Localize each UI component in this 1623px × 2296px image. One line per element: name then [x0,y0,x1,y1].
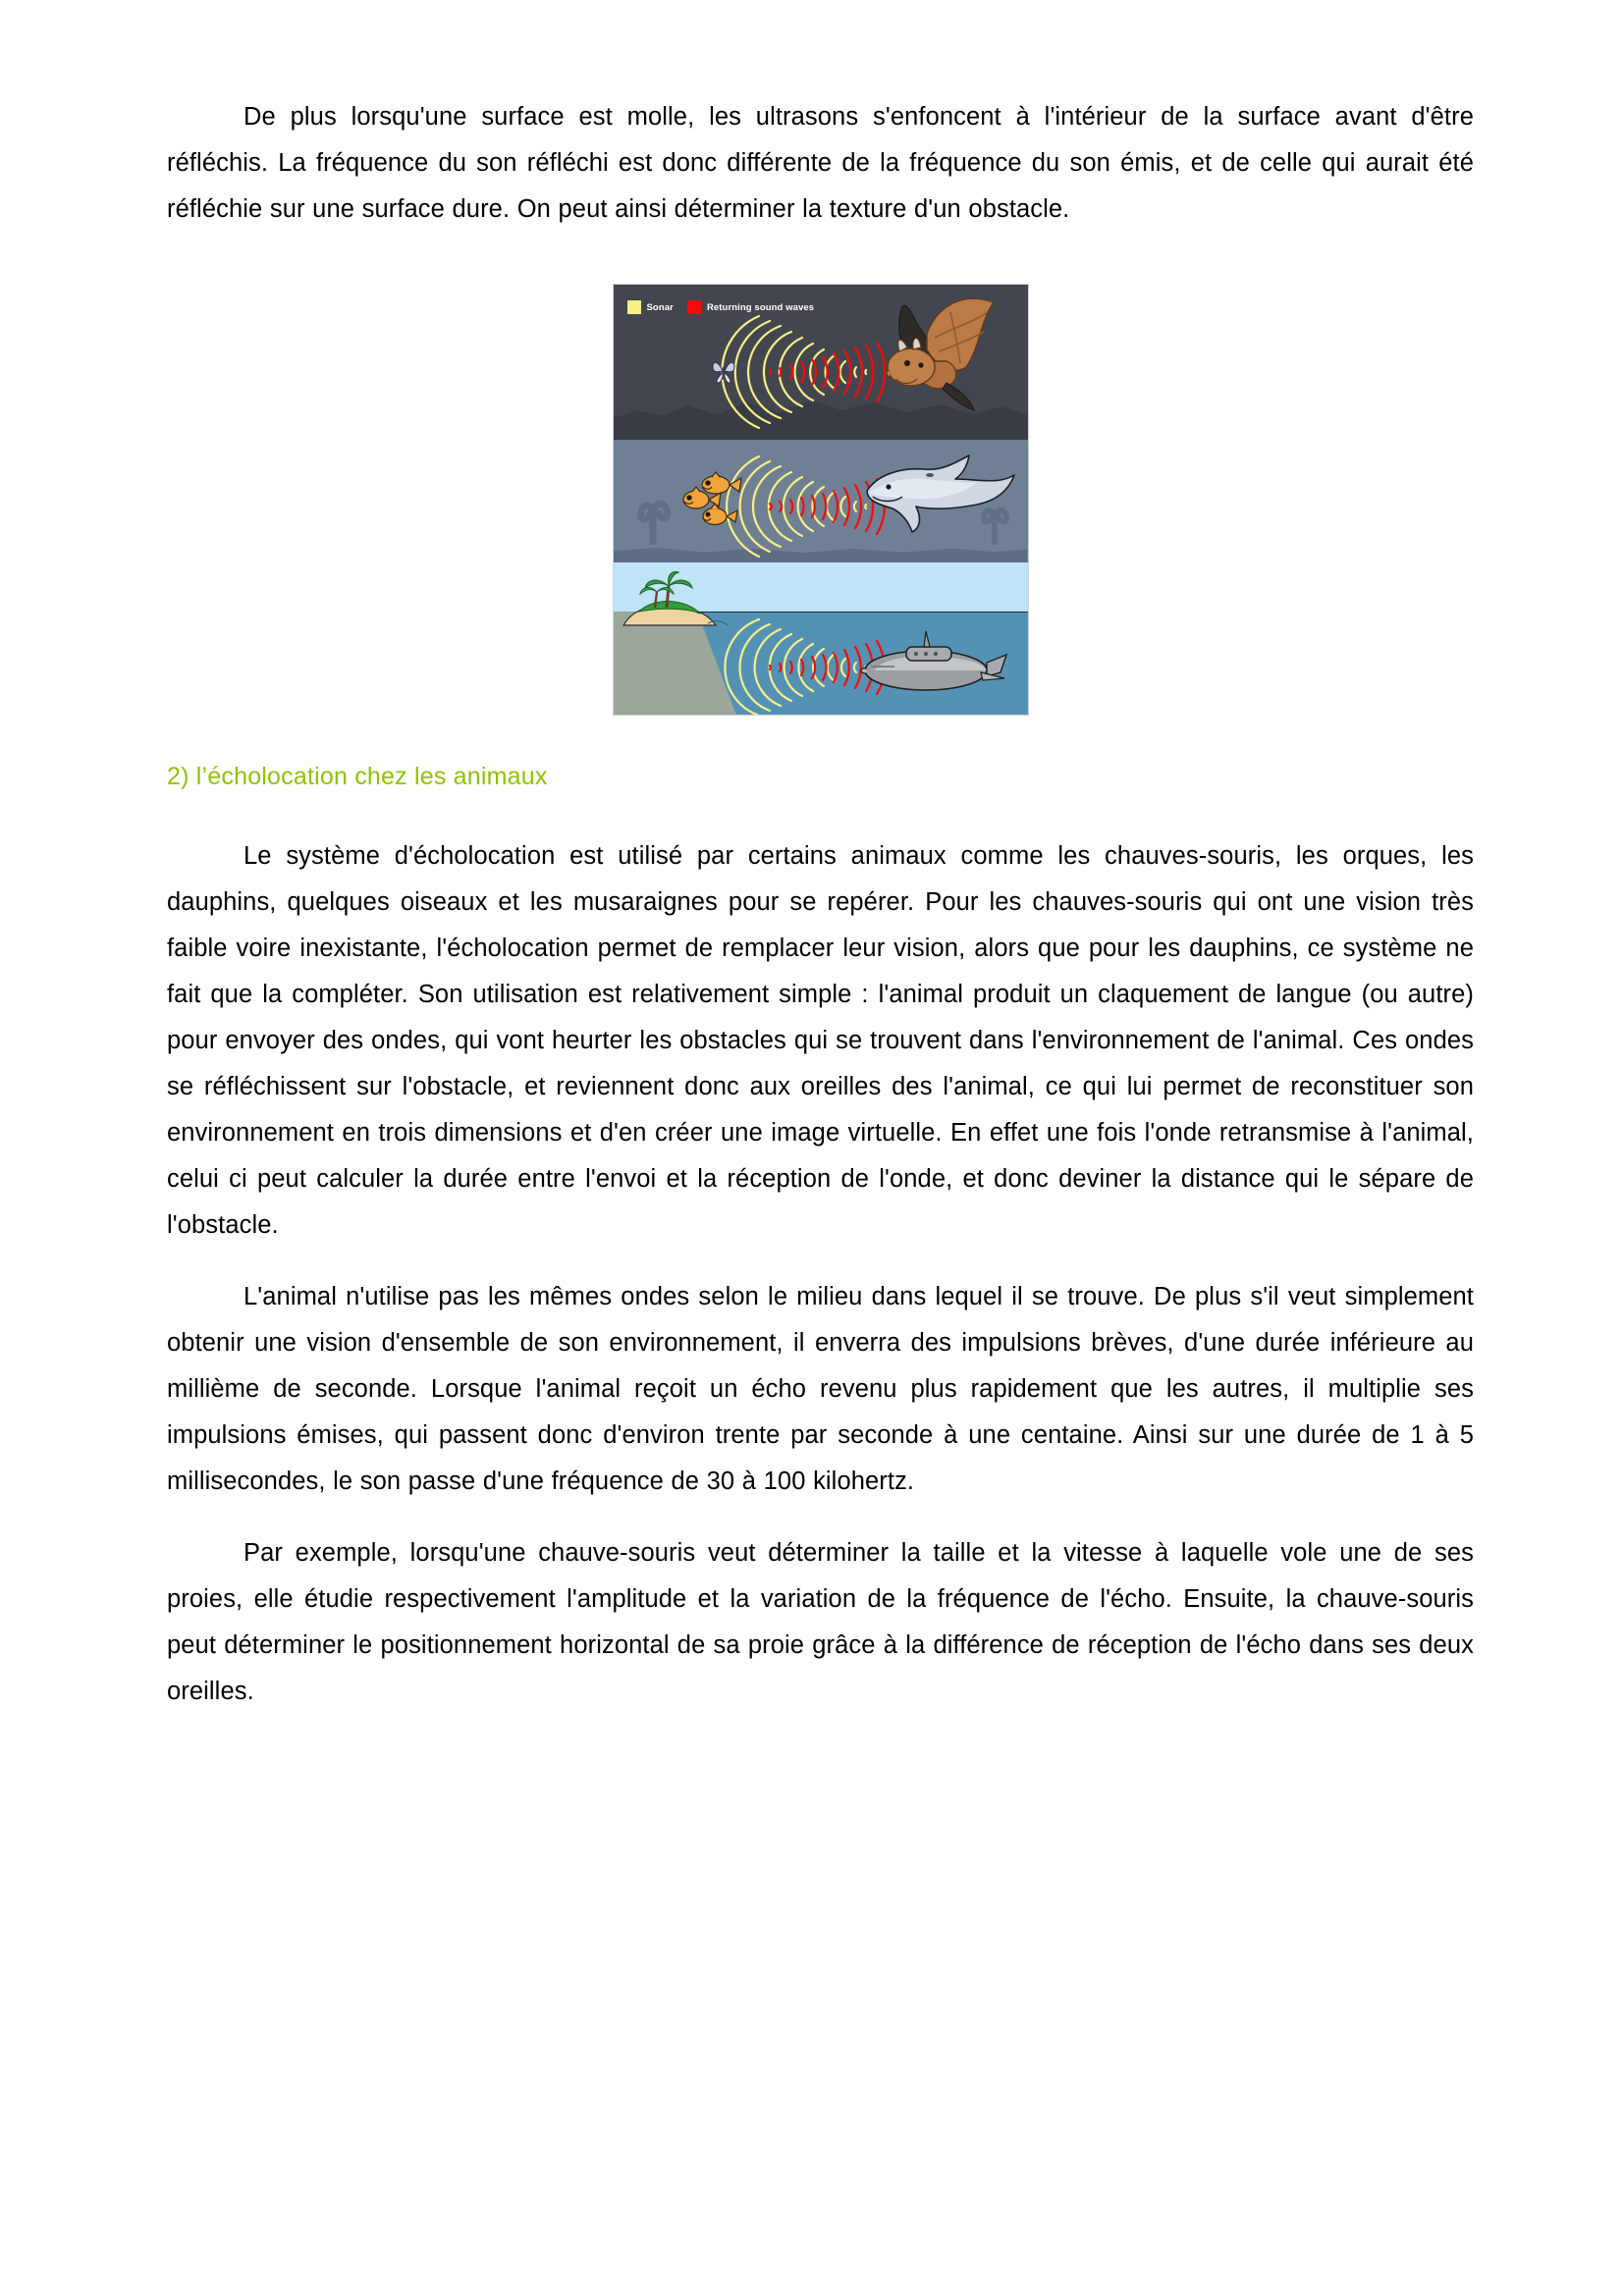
paragraph-intro: De plus lorsqu'une surface est molle, les ultrasons s'enfoncent à l'intérieur de la surface avant d'être réfléchis. La fréquence du son réfléchi est donc différente de la fréquence du son émis, et de celle qui aurait été réfléchie sur une surface dure. On peut ainsi déterminer la texture d'un obstacle. [167,103,1474,223]
bat-echolocation-panel [614,285,1028,440]
island-icon [618,566,735,633]
submarine-icon [861,629,1008,700]
section-heading-echolocation-animals: 2) l’écholocation chez les animaux [167,763,548,790]
legend-label-returning-waves: Returning sound waves [706,301,815,313]
legend-item-sonar [627,300,674,314]
legend-label-sonar: Sonar [646,301,674,313]
moth-prey-icon [710,355,737,385]
paragraph-bat-example: Par exemple, lorsqu'une chauve-souris veut déterminer la taille et la vitesse à laquelle vole une de ses proies, elle étudie respectivement l'amplitude et la variation de la fréquence de l'écho. Ensuite, la chauve-souris peut déterminer le positionnement horizontal de sa proie grâce à la différence de réception de l'écho dans ses deux oreilles. [167,1539,1474,1705]
paragraph-wave-types: L'animal n'utilise pas les mêmes ondes selon le milieu dans lequel il se trouve. De plus s'il veut simplement obtenir une vision d'ensemble de son environnement, il enverra des impulsions brèves, d'une durée inférieure au millième de seconde. Lorsque l'animal reçoit un écho revenu plus rapidement que les autres, il multiplie ses impulsions émises, qui passent donc d'environ trente par seconde à une centaine. Ainsi sur une durée de 1 à 5 millisecondes, le son passe d'une fréquence de 30 à 100 kilohertz. [167,1283,1474,1495]
paragraph-echolocation-system: Le système d'écholocation est utilisé par certains animaux comme les chauves-souris, les orques, les dauphins, quelques oiseaux et les musaraignes pour se repérer. Pour les chauves-souris qui ont une vision très faible voire inexistante, l'écholocation permet de remplacer leur vision, alors que pour les dauphins, ce système ne fait que la compléter. Son utilisation est relativement simple : l'animal produit un claquement de langue (ou autre) pour envoyer des ondes, qui vont heurter les obstacles qui se trouvent dans l'environnement de l'animal. Ces ondes se réfléchissent sur l'obstacle, et reviennent donc aux oreilles des l'animal, ce qui lui permet de reconstituer son environnement en trois dimensions et d'en créer une image virtuelle. En effet une fois l'onde retransmise à l'animal, celui ci peut calculer la durée entre l'envoi et la réception de l'onde, et donc deviner la distance qui le sépare de l'obstacle. [167,842,1474,1239]
legend-item-returning-waves [687,300,814,314]
dolphin-icon [859,454,1021,542]
submarine-sonar-panel [614,562,1028,716]
sonar-color-swatch [627,300,641,314]
coral-left-icon [631,482,676,545]
figure-legend [627,300,815,314]
returning-waves-color-swatch [687,300,701,314]
bat-icon [856,291,1013,428]
figure-sonar-echolocation [167,284,1474,716]
document-body [167,94,1474,1715]
sonar-illustration [613,284,1029,716]
fish-group-icon [680,471,745,532]
dolphin-echolocation-panel [614,440,1028,562]
